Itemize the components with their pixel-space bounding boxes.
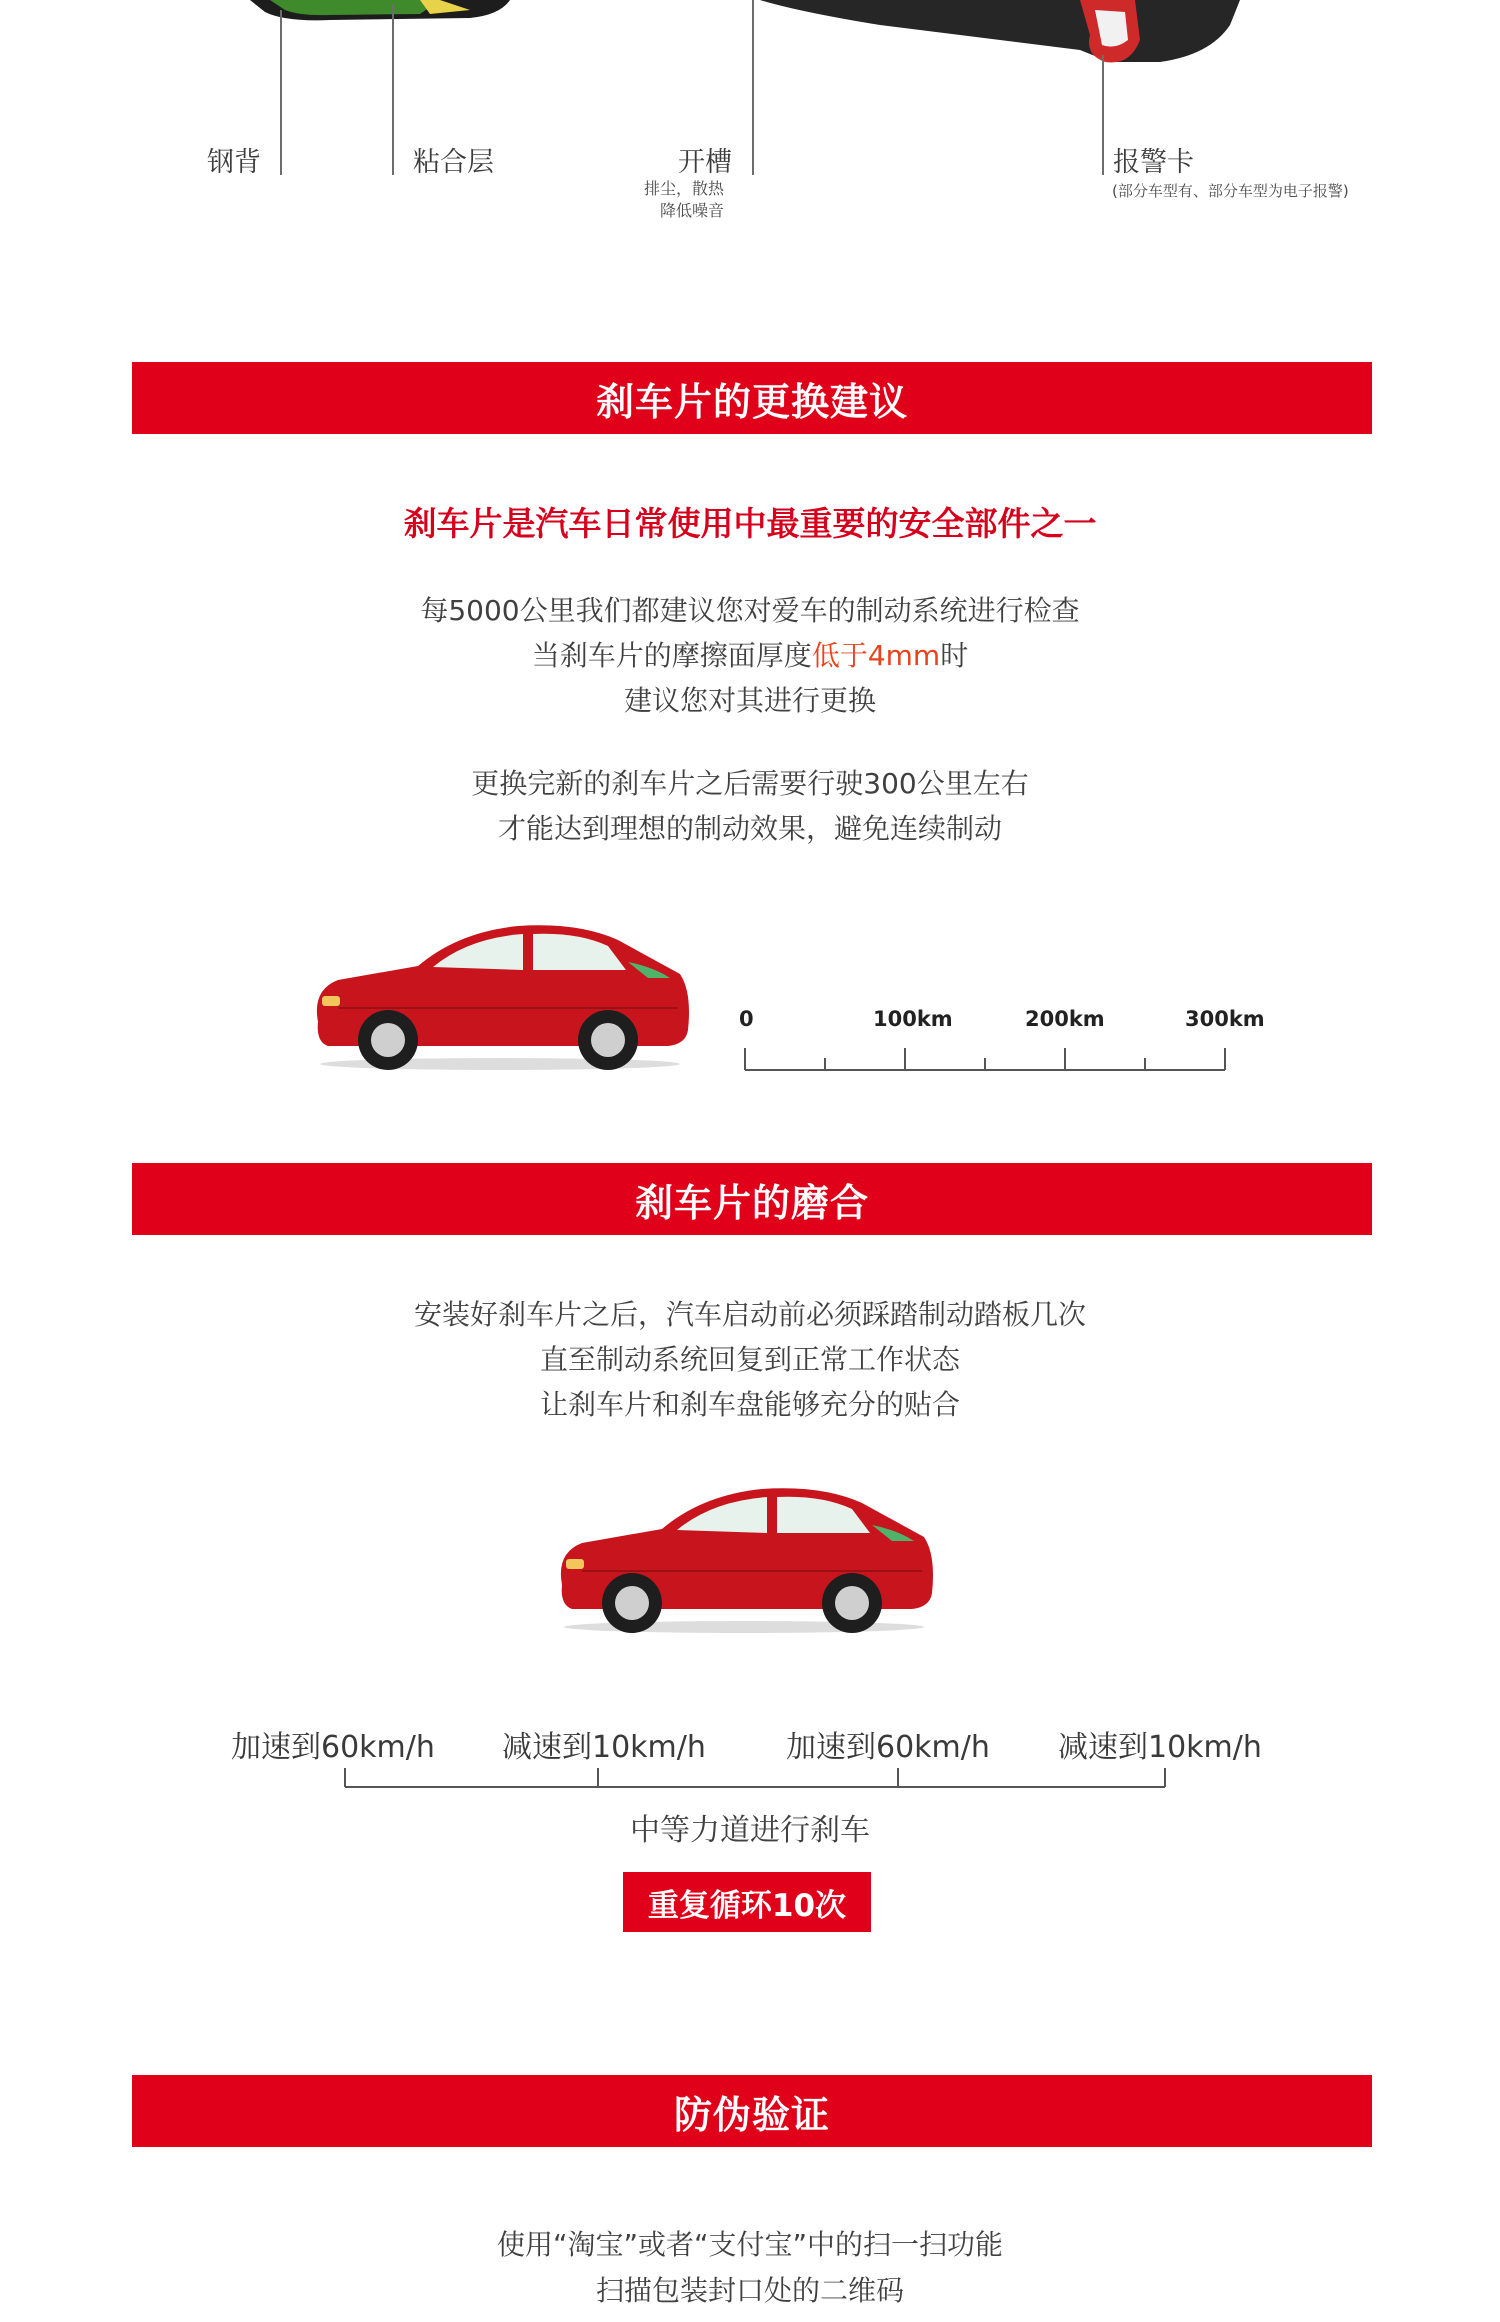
leader-line-steel-back	[280, 10, 282, 175]
verify-line-1: 使用“淘宝”或者“支付宝”中的扫一扫功能	[496, 2228, 1004, 2261]
label-slot: 开槽	[678, 147, 732, 178]
replace-line-2-post: 时	[940, 639, 969, 672]
leader-line-slot	[752, 0, 754, 175]
step-decelerate-1: 减速到10km/h	[502, 1730, 706, 1765]
car-illustration-1	[308, 912, 693, 1072]
repeat-badge: 重复循环10次	[623, 1872, 871, 1932]
headline-safety: 刹车片是汽车日常使用中最重要的安全部件之一	[403, 504, 1097, 543]
bedding-line-1: 安装好刹车片之后，汽车启动前必须踩踏制动踏板几次	[413, 1298, 1086, 1331]
replace-line-1: 每5000公里我们都建议您对爱车的制动系统进行检查	[420, 594, 1080, 627]
step-decelerate-2: 减速到10km/h	[1058, 1730, 1262, 1765]
replace-line-4: 更换完新的刹车片之后需要行驶300公里左右	[471, 767, 1029, 800]
scale-label-200km: 200km	[1025, 1007, 1105, 1031]
replace-line-5: 才能达到理想的制动效果，避免连续制动	[497, 812, 1002, 845]
replace-line-2-pre: 当刹车片的摩擦面厚度	[531, 639, 812, 672]
leader-line-alarm	[1102, 55, 1104, 175]
distance-scale	[740, 1040, 1230, 1072]
brake-note: 中等力道进行刹车	[630, 1813, 870, 1848]
bedding-line-2: 直至制动系统回复到正常工作状态	[539, 1343, 960, 1376]
note-alarm-card: (部分车型有、部分车型为电子报警)	[1112, 182, 1349, 200]
note-slot-1: 排尘，散热	[644, 179, 725, 198]
verify-line-2: 扫描包装封口处的二维码	[595, 2274, 904, 2307]
steps-timeline	[340, 1760, 1170, 1790]
label-adhesive-layer: 粘合层	[413, 147, 494, 178]
replace-line-3: 建议您对其进行更换	[623, 684, 876, 717]
bedding-line-3: 让刹车片和刹车盘能够充分的贴合	[539, 1388, 960, 1421]
scale-label-0: 0	[739, 1007, 754, 1031]
banner-anti-counterfeit: 防伪验证	[132, 2075, 1372, 2147]
scale-label-300km: 300km	[1185, 1007, 1265, 1031]
step-accelerate-2: 加速到60km/h	[786, 1730, 990, 1765]
scale-label-100km: 100km	[873, 1007, 953, 1031]
label-steel-back: 钢背	[207, 147, 261, 178]
banner-replacement-advice: 刹车片的更换建议	[132, 362, 1372, 434]
banner-bedding-in: 刹车片的磨合	[132, 1163, 1372, 1235]
replace-line-2	[0, 633, 1500, 678]
label-alarm-card: 报警卡	[1113, 147, 1194, 178]
car-illustration-2	[552, 1475, 937, 1635]
leader-line-adhesive	[392, 5, 394, 175]
note-slot-2: 降低噪音	[660, 201, 725, 220]
brake-pad-illustration	[0, 0, 1500, 70]
step-accelerate-1: 加速到60km/h	[231, 1730, 435, 1765]
replace-line-2-highlight: 低于4mm	[811, 639, 941, 672]
